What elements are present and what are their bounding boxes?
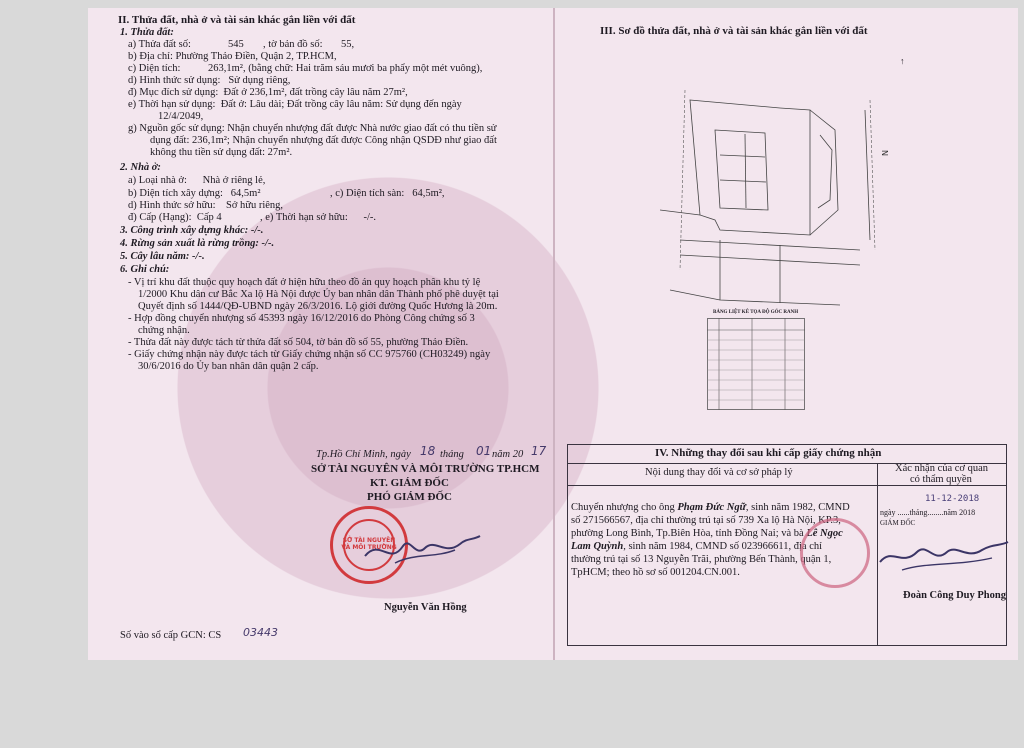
map-sheet-number: 55, (341, 39, 355, 50)
gcn-number-label: Số vào sổ cấp GCN: CS (120, 630, 222, 641)
notes-heading: 6. Ghi chú: (120, 264, 170, 275)
issuing-agency: SỞ TÀI NGUYÊN VÀ MÔI TRƯỜNG TP.HCM (311, 463, 540, 475)
area-value: 263,1m², (bằng chữ: Hai trăm sáu mươi ba phẩy một mét vuông), (208, 63, 483, 74)
changes-col-content: Nội dung thay đổi và cơ sở pháp lý (645, 467, 793, 478)
section-2-title: II. Thửa đất, nhà ở và tài sản khác gắn liền với đất (118, 14, 356, 26)
note-line-1: - Vị trí khu đất thuộc quy hoạch đất ở hiện hữu theo đồ án quy hoạch phân khu tỷ lệ (128, 277, 481, 288)
issue-day: 18 (420, 444, 436, 458)
page-fold (553, 8, 555, 660)
perennial-trees: 5. Cây lâu năm: -/-. (120, 251, 205, 262)
north-arrow-icon: ↑ (900, 56, 905, 66)
section-4-title: IV. Những thay đổi sau khi cấp giấy chứng nhận (655, 447, 882, 459)
change-line-3-text: phường Long Bình, Tp.Biên Hòa, tỉnh Đồng Nai; và bà (571, 528, 804, 539)
house-grade: đ) Cấp (Hạng): Cấp 4 (128, 212, 222, 223)
house-type: a) Loại nhà ở: Nhà ở riêng lẻ, (128, 175, 266, 186)
note-line-5: chứng nhận. (138, 325, 190, 336)
house-heading: 2. Nhà ở: (120, 162, 161, 173)
note-line-7: - Giấy chứng nhận này được tách từ Giấy chứng nhận số CC 975760 (CH03249) ngày (128, 349, 491, 360)
confirm-director: GIÁM ĐỐC (880, 519, 916, 527)
director-signature (355, 518, 485, 573)
issue-year: 17 (531, 444, 547, 458)
ownership-form: d) Hình thức sở hữu: Sở hữu riêng, (128, 200, 284, 211)
usage-term-date: 12/4/2049, (158, 111, 204, 122)
production-forest: 4. Rừng sản xuất là rừng trồng: -/-. (120, 238, 275, 249)
seal-text: SỞ TÀI NGUYÊN VÀ MÔI TRƯỜNG (341, 537, 397, 551)
confirm-signature (872, 522, 1012, 580)
ownership-term: , e) Thời hạn sở hữu: -/-. (260, 212, 377, 223)
issue-month-label: tháng (440, 449, 464, 460)
change-line-1-prefix (571, 502, 850, 515)
change-line-4-text: , sinh năm 1984, CMND số 023966611, địa chỉ (623, 541, 823, 552)
other-construction: 3. Công trình xây dựng khác: -/-. (120, 225, 264, 236)
buyer-name-2b: Lam Quỳnh (571, 541, 624, 552)
signatory-title: KT. GIÁM ĐỐC (370, 477, 449, 489)
change-line-1-text: Chuyển nhượng cho ông (571, 502, 675, 513)
note-line-6: - Thửa đất này được tách từ thửa đất số 504, tờ bản đồ số 55, phường Thảo Điền. (128, 337, 469, 348)
area-label: c) Diện tích: (128, 63, 181, 74)
confirm-seal-stamp (800, 518, 870, 588)
changes-col-confirm-2: có thẩm quyền (910, 474, 972, 485)
note-line-8: 30/6/2016 do Ủy ban nhân dân quận 2 cấp. (138, 361, 319, 372)
parcel-label: a) Thửa đất số: (128, 39, 191, 50)
buyer-name-1: Phạm Đức Ngữ (677, 502, 746, 513)
map-sheet-label: , tờ bản đồ số: (263, 39, 323, 50)
usage-form: d) Hình thức sử dụng: Sử dụng riêng, (128, 75, 291, 86)
usage-term: e) Thời hạn sử dụng: Đất ở: Lâu dài; Đất trồng cây lâu năm: Sử dụng đến ngày (128, 99, 462, 110)
land-heading: 1. Thửa đất: (120, 27, 174, 38)
coordinate-table-title: BẢNG LIỆT KÊ TỌA ĐỘ GÓC RANH (713, 310, 799, 315)
note-line-2: 1/2000 Khu dân cư Bắc Xa lộ Hà Nội được Ủy ban nhân dân Thành phố phê duyệt tại (138, 289, 499, 300)
change-line-1-rest: , sinh năm 1982, CMND (745, 502, 850, 513)
origin-line-2: dụng đất: 236,1m²; Nhận chuyển nhượng đất được Công nhận QSDĐ như giao đất (150, 135, 497, 146)
floor-area: , c) Diện tích sàn: 64,5m², (330, 188, 445, 199)
parcel-sketch-map (660, 90, 905, 320)
gcn-number: 03443 (243, 626, 278, 639)
signer-name: Nguyễn Văn Hồng (384, 602, 467, 613)
change-line-4 (571, 541, 822, 554)
change-line-2: số 271566567, địa chỉ thường trú tại số 739 Xa lộ Hà Nội, KP.3, (571, 515, 841, 526)
issue-year-label: năm 20 (492, 449, 524, 460)
construction-area: b) Diện tích xây dựng: 64,5m² (128, 188, 261, 199)
address: b) Địa chỉ: Phường Thảo Điền, Quận 2, TP.HCM, (128, 51, 337, 62)
svg-text:N: N (880, 150, 889, 156)
change-line-6: TpHCM; theo hồ sơ số 001204.CN.001. (571, 567, 740, 578)
note-line-3: Quyết định số 1444/QĐ-UBND ngày 26/3/2016. Lộ giới đường Quốc Hương là 20m. (138, 301, 498, 312)
change-line-5: thường trú tại số 13 Nguyễn Trãi, phường Bến Thành, quận 1, (571, 554, 832, 565)
deputy-title: PHÓ GIÁM ĐỐC (367, 491, 452, 503)
section-3-title: III. Sơ đồ thửa đất, nhà ở và tài sản khác gắn liền với đất (600, 25, 868, 37)
parcel-number: 545 (228, 39, 244, 50)
issue-date-prefix: Tp.Hồ Chí Minh, ngày (316, 449, 411, 460)
changes-col-confirm-1: Xác nhận của cơ quan (895, 463, 989, 474)
origin-line-3: không thu tiền sử dụng đất: 27m². (150, 147, 293, 158)
origin-line-1: g) Nguồn gốc sử dụng: Nhận chuyển nhượng đất được Nhà nước giao đất có thu tiền sử (128, 123, 497, 134)
issue-month: 01 (476, 444, 492, 458)
coordinate-table (707, 318, 805, 410)
confirm-signer-name: Đoàn Công Duy Phong (903, 590, 1006, 601)
note-line-4: - Hợp đồng chuyển nhượng số 45393 ngày 16/12/2016 do Phòng Công chứng số 3 (128, 313, 475, 324)
buyer-name-2a: Lê Ngọc (806, 528, 843, 539)
confirm-date: ngày ......tháng........năm 2018 (880, 508, 976, 517)
usage-purpose: đ) Mục đích sử dụng: Đất ở 236,1m², đất trồng cây lâu năm 27m², (128, 87, 408, 98)
confirm-stamp-date: 11-12-2018 (925, 494, 980, 504)
